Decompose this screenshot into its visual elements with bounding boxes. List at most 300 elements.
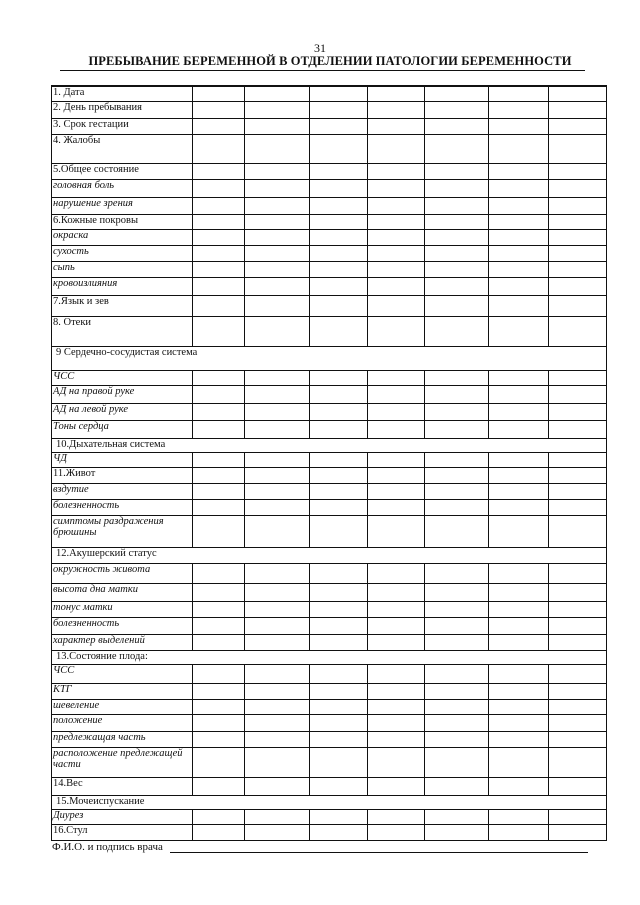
entry-cell[interactable]: [368, 483, 425, 499]
entry-cell[interactable]: [549, 809, 607, 824]
entry-cell[interactable]: [368, 515, 425, 547]
entry-cell[interactable]: [193, 777, 245, 795]
entry-cell[interactable]: [549, 731, 607, 747]
entry-cell[interactable]: [368, 683, 425, 699]
entry-cell[interactable]: [425, 101, 489, 118]
entry-cell[interactable]: [425, 714, 489, 731]
entry-cell[interactable]: [425, 277, 489, 295]
entry-cell[interactable]: [310, 683, 368, 699]
entry-cell[interactable]: [425, 699, 489, 714]
table-row: [52, 795, 607, 809]
entry-cell[interactable]: [425, 197, 489, 214]
entry-cell[interactable]: [549, 214, 607, 229]
entry-cell[interactable]: [425, 179, 489, 197]
entry-cell[interactable]: [245, 163, 310, 179]
entry-cell[interactable]: [310, 295, 368, 316]
entry-cell[interactable]: [368, 163, 425, 179]
entry-cell[interactable]: [193, 420, 245, 438]
entry-cell[interactable]: [193, 197, 245, 214]
entry-cell[interactable]: [310, 86, 368, 101]
entry-cell[interactable]: [245, 101, 310, 118]
entry-cell[interactable]: [245, 370, 310, 385]
entry-cell[interactable]: [368, 101, 425, 118]
entry-cell[interactable]: [425, 664, 489, 683]
entry-cell[interactable]: [368, 714, 425, 731]
entry-cell[interactable]: [245, 664, 310, 683]
entry-cell[interactable]: [245, 261, 310, 277]
entry-cell[interactable]: [368, 467, 425, 483]
row-label: положение: [52, 714, 193, 731]
entry-cell[interactable]: [489, 214, 549, 229]
entry-cell[interactable]: [489, 316, 549, 346]
entry-cell[interactable]: [245, 634, 310, 650]
entry-cell[interactable]: [245, 245, 310, 261]
entry-cell[interactable]: [549, 403, 607, 420]
table-row: [52, 714, 607, 731]
entry-cell[interactable]: [245, 824, 310, 840]
entry-cell[interactable]: [310, 583, 368, 601]
entry-cell[interactable]: [425, 295, 489, 316]
row-label: 5.Общее состояние: [52, 163, 193, 179]
entry-cell[interactable]: [368, 809, 425, 824]
entry-cell[interactable]: [489, 452, 549, 467]
entry-cell[interactable]: [368, 747, 425, 777]
entry-cell[interactable]: [425, 467, 489, 483]
entry-cell[interactable]: [549, 777, 607, 795]
entry-cell[interactable]: [310, 370, 368, 385]
entry-cell[interactable]: [425, 683, 489, 699]
entry-cell[interactable]: [489, 197, 549, 214]
entry-cell[interactable]: [193, 452, 245, 467]
entry-cell[interactable]: [549, 163, 607, 179]
entry-cell[interactable]: [245, 214, 310, 229]
entry-cell[interactable]: [489, 101, 549, 118]
entry-cell[interactable]: [549, 683, 607, 699]
entry-cell[interactable]: [368, 214, 425, 229]
entry-cell[interactable]: [310, 277, 368, 295]
entry-cell[interactable]: [549, 824, 607, 840]
table-row: [52, 277, 607, 295]
entry-cell[interactable]: [549, 747, 607, 777]
entry-cell[interactable]: [368, 583, 425, 601]
table-row: [52, 683, 607, 699]
entry-cell[interactable]: [245, 86, 310, 101]
entry-cell[interactable]: [310, 714, 368, 731]
entry-cell[interactable]: [489, 467, 549, 483]
entry-cell[interactable]: [425, 316, 489, 346]
row-label: высота дна матки: [52, 583, 193, 601]
entry-cell[interactable]: [193, 563, 245, 583]
entry-cell[interactable]: [245, 295, 310, 316]
entry-cell[interactable]: [193, 134, 245, 163]
signature-line[interactable]: [170, 852, 588, 853]
entry-cell[interactable]: [549, 634, 607, 650]
entry-cell[interactable]: [310, 731, 368, 747]
entry-cell[interactable]: [310, 403, 368, 420]
entry-cell[interactable]: [245, 385, 310, 403]
entry-cell[interactable]: [368, 229, 425, 245]
entry-cell[interactable]: [310, 261, 368, 277]
row-label: предлежащая часть: [52, 731, 193, 747]
entry-cell[interactable]: [549, 664, 607, 683]
entry-cell[interactable]: [489, 295, 549, 316]
entry-cell[interactable]: [425, 118, 489, 134]
entry-cell[interactable]: [245, 229, 310, 245]
entry-cell[interactable]: [549, 601, 607, 617]
entry-cell[interactable]: [193, 163, 245, 179]
entry-cell[interactable]: [368, 617, 425, 634]
entry-cell[interactable]: [245, 683, 310, 699]
entry-cell[interactable]: [489, 563, 549, 583]
entry-cell[interactable]: [193, 747, 245, 777]
row-label: сухость: [52, 245, 193, 261]
entry-cell[interactable]: [368, 777, 425, 795]
table-row: [52, 163, 607, 179]
row-label: болезненность: [52, 617, 193, 634]
entry-cell[interactable]: [549, 563, 607, 583]
entry-cell[interactable]: [489, 86, 549, 101]
row-label: КТГ: [52, 683, 193, 699]
entry-cell[interactable]: [245, 118, 310, 134]
entry-cell[interactable]: [549, 617, 607, 634]
entry-cell[interactable]: [310, 179, 368, 197]
entry-cell[interactable]: [549, 499, 607, 515]
entry-cell[interactable]: [489, 714, 549, 731]
entry-cell[interactable]: [310, 777, 368, 795]
entry-cell[interactable]: [549, 699, 607, 714]
row-label: шевеление: [52, 699, 193, 714]
row-label: 12.Акушерский статус: [52, 547, 607, 563]
entry-cell[interactable]: [368, 664, 425, 683]
entry-cell[interactable]: [193, 617, 245, 634]
entry-cell[interactable]: [425, 601, 489, 617]
entry-cell[interactable]: [489, 515, 549, 547]
entry-cell[interactable]: [193, 634, 245, 650]
entry-cell[interactable]: [193, 583, 245, 601]
entry-cell[interactable]: [368, 86, 425, 101]
entry-cell[interactable]: [193, 403, 245, 420]
entry-cell[interactable]: [245, 420, 310, 438]
entry-cell[interactable]: [549, 101, 607, 118]
entry-cell[interactable]: [310, 101, 368, 118]
entry-cell[interactable]: [245, 601, 310, 617]
entry-cell[interactable]: [549, 229, 607, 245]
entry-cell[interactable]: [549, 483, 607, 499]
entry-cell[interactable]: [489, 634, 549, 650]
entry-cell[interactable]: [425, 229, 489, 245]
entry-cell[interactable]: [310, 452, 368, 467]
entry-cell[interactable]: [193, 809, 245, 824]
entry-cell[interactable]: [245, 197, 310, 214]
entry-cell[interactable]: [193, 664, 245, 683]
entry-cell[interactable]: [368, 245, 425, 261]
entry-cell[interactable]: [310, 197, 368, 214]
entry-cell[interactable]: [193, 824, 245, 840]
entry-cell[interactable]: [245, 316, 310, 346]
entry-cell[interactable]: [368, 316, 425, 346]
entry-cell[interactable]: [549, 370, 607, 385]
table-row: [52, 316, 607, 346]
table-row: [52, 601, 607, 617]
row-label: нарушение зрения: [52, 197, 193, 214]
entry-cell[interactable]: [368, 370, 425, 385]
entry-cell[interactable]: [549, 277, 607, 295]
entry-cell[interactable]: [368, 261, 425, 277]
entry-cell[interactable]: [193, 245, 245, 261]
entry-cell[interactable]: [310, 420, 368, 438]
entry-cell[interactable]: [549, 179, 607, 197]
entry-cell[interactable]: [310, 483, 368, 499]
entry-cell[interactable]: [549, 245, 607, 261]
entry-cell[interactable]: [368, 824, 425, 840]
entry-cell[interactable]: [425, 245, 489, 261]
entry-cell[interactable]: [193, 370, 245, 385]
entry-cell[interactable]: [245, 452, 310, 467]
entry-cell[interactable]: [193, 385, 245, 403]
entry-cell[interactable]: [549, 316, 607, 346]
table-row: [52, 134, 607, 163]
table-row: [52, 420, 607, 438]
entry-cell[interactable]: [489, 824, 549, 840]
entry-cell[interactable]: [549, 295, 607, 316]
entry-cell[interactable]: [193, 179, 245, 197]
entry-cell[interactable]: [310, 316, 368, 346]
entry-cell[interactable]: [489, 179, 549, 197]
table-row: [52, 583, 607, 601]
table-row: [52, 483, 607, 499]
entry-cell[interactable]: [245, 277, 310, 295]
entry-cell[interactable]: [193, 214, 245, 229]
entry-cell[interactable]: [489, 731, 549, 747]
entry-cell[interactable]: [368, 277, 425, 295]
entry-cell[interactable]: [489, 699, 549, 714]
entry-cell[interactable]: [549, 261, 607, 277]
entry-cell[interactable]: [425, 385, 489, 403]
entry-cell[interactable]: [245, 583, 310, 601]
entry-cell[interactable]: [310, 118, 368, 134]
entry-cell[interactable]: [489, 601, 549, 617]
entry-cell[interactable]: [368, 295, 425, 316]
row-label: 10.Дыхательная система: [52, 438, 607, 452]
entry-cell[interactable]: [193, 277, 245, 295]
table-row: [52, 747, 607, 777]
table-row: [52, 370, 607, 385]
entry-cell[interactable]: [245, 134, 310, 163]
entry-cell[interactable]: [310, 163, 368, 179]
entry-cell[interactable]: [310, 229, 368, 245]
entry-cell[interactable]: [549, 420, 607, 438]
entry-cell[interactable]: [489, 583, 549, 601]
entry-cell[interactable]: [245, 515, 310, 547]
entry-cell[interactable]: [368, 420, 425, 438]
entry-cell[interactable]: [310, 515, 368, 547]
entry-cell[interactable]: [425, 747, 489, 777]
entry-cell[interactable]: [310, 245, 368, 261]
entry-cell[interactable]: [489, 747, 549, 777]
entry-cell[interactable]: [368, 179, 425, 197]
entry-cell[interactable]: [368, 731, 425, 747]
entry-cell[interactable]: [193, 714, 245, 731]
entry-cell[interactable]: [368, 403, 425, 420]
entry-cell[interactable]: [193, 515, 245, 547]
entry-cell[interactable]: [425, 86, 489, 101]
entry-cell[interactable]: [489, 261, 549, 277]
entry-cell[interactable]: [549, 86, 607, 101]
row-label: окраска: [52, 229, 193, 245]
table-row: [52, 118, 607, 134]
entry-cell[interactable]: [489, 664, 549, 683]
entry-cell[interactable]: [425, 634, 489, 650]
entry-cell[interactable]: [489, 483, 549, 499]
entry-cell[interactable]: [193, 699, 245, 714]
row-label: болезненность: [52, 499, 193, 515]
entry-cell[interactable]: [310, 617, 368, 634]
entry-cell[interactable]: [245, 467, 310, 483]
entry-cell[interactable]: [368, 134, 425, 163]
entry-cell[interactable]: [193, 601, 245, 617]
entry-cell[interactable]: [368, 197, 425, 214]
entry-cell[interactable]: [245, 617, 310, 634]
entry-cell[interactable]: [310, 563, 368, 583]
entry-cell[interactable]: [245, 699, 310, 714]
entry-cell[interactable]: [489, 277, 549, 295]
entry-cell[interactable]: [245, 483, 310, 499]
entry-cell[interactable]: [489, 163, 549, 179]
entry-cell[interactable]: [489, 403, 549, 420]
entry-cell[interactable]: [425, 515, 489, 547]
entry-cell[interactable]: [425, 134, 489, 163]
entry-cell[interactable]: [489, 617, 549, 634]
table-row: [52, 346, 607, 370]
row-label: 3. Срок гестации: [52, 118, 193, 134]
entry-cell[interactable]: [425, 403, 489, 420]
entry-cell[interactable]: [193, 483, 245, 499]
entry-cell[interactable]: [193, 499, 245, 515]
entry-cell[interactable]: [549, 714, 607, 731]
entry-cell[interactable]: [489, 245, 549, 261]
entry-cell[interactable]: [549, 134, 607, 163]
table-row: [52, 229, 607, 245]
entry-cell[interactable]: [425, 420, 489, 438]
entry-cell[interactable]: [193, 683, 245, 699]
table-row: [52, 547, 607, 563]
entry-cell[interactable]: [549, 583, 607, 601]
entry-cell[interactable]: [425, 809, 489, 824]
entry-cell[interactable]: [310, 809, 368, 824]
entry-cell[interactable]: [310, 634, 368, 650]
entry-cell[interactable]: [489, 420, 549, 438]
entry-cell[interactable]: [368, 499, 425, 515]
entry-cell[interactable]: [489, 777, 549, 795]
entry-cell[interactable]: [368, 385, 425, 403]
entry-cell[interactable]: [425, 499, 489, 515]
entry-cell[interactable]: [310, 824, 368, 840]
entry-cell[interactable]: [425, 731, 489, 747]
entry-cell[interactable]: [489, 370, 549, 385]
entry-cell[interactable]: [549, 467, 607, 483]
entry-cell[interactable]: [310, 214, 368, 229]
entry-cell[interactable]: [310, 385, 368, 403]
entry-cell[interactable]: [310, 664, 368, 683]
entry-cell[interactable]: [425, 617, 489, 634]
entry-cell[interactable]: [368, 634, 425, 650]
table-row: [52, 197, 607, 214]
entry-cell[interactable]: [489, 683, 549, 699]
entry-cell[interactable]: [310, 467, 368, 483]
entry-cell[interactable]: [193, 295, 245, 316]
entry-cell[interactable]: [193, 731, 245, 747]
entry-cell[interactable]: [425, 214, 489, 229]
entry-cell[interactable]: [310, 699, 368, 714]
entry-cell[interactable]: [549, 118, 607, 134]
entry-cell[interactable]: [425, 261, 489, 277]
table-row: [52, 777, 607, 795]
row-label: сыпь: [52, 261, 193, 277]
entry-cell[interactable]: [245, 179, 310, 197]
title-underline: [60, 70, 585, 71]
entry-cell[interactable]: [549, 197, 607, 214]
entry-cell[interactable]: [245, 809, 310, 824]
entry-cell[interactable]: [425, 563, 489, 583]
entry-cell[interactable]: [193, 86, 245, 101]
entry-cell[interactable]: [245, 499, 310, 515]
entry-cell[interactable]: [368, 452, 425, 467]
entry-cell[interactable]: [193, 467, 245, 483]
entry-cell[interactable]: [425, 583, 489, 601]
table-row: [52, 515, 607, 547]
entry-cell[interactable]: [368, 699, 425, 714]
entry-cell[interactable]: [425, 370, 489, 385]
entry-cell[interactable]: [489, 229, 549, 245]
entry-cell[interactable]: [368, 563, 425, 583]
entry-cell[interactable]: [425, 824, 489, 840]
entry-cell[interactable]: [549, 385, 607, 403]
entry-cell[interactable]: [193, 229, 245, 245]
table-row: [52, 731, 607, 747]
entry-cell[interactable]: [368, 601, 425, 617]
entry-cell[interactable]: [549, 452, 607, 467]
entry-cell[interactable]: [245, 731, 310, 747]
entry-cell[interactable]: [489, 118, 549, 134]
entry-cell[interactable]: [193, 101, 245, 118]
entry-cell[interactable]: [549, 515, 607, 547]
entry-cell[interactable]: [489, 385, 549, 403]
entry-cell[interactable]: [368, 118, 425, 134]
entry-cell[interactable]: [193, 261, 245, 277]
entry-cell[interactable]: [245, 777, 310, 795]
entry-cell[interactable]: [245, 714, 310, 731]
entry-cell[interactable]: [489, 499, 549, 515]
row-label: 1. Дата: [52, 86, 193, 101]
entry-cell[interactable]: [310, 747, 368, 777]
entry-cell[interactable]: [245, 563, 310, 583]
entry-cell[interactable]: [245, 747, 310, 777]
entry-cell[interactable]: [310, 601, 368, 617]
entry-cell[interactable]: [193, 118, 245, 134]
entry-cell[interactable]: [425, 777, 489, 795]
entry-cell[interactable]: [425, 163, 489, 179]
table-row: [52, 86, 607, 101]
entry-cell[interactable]: [245, 403, 310, 420]
entry-cell[interactable]: [193, 316, 245, 346]
entry-cell[interactable]: [310, 134, 368, 163]
row-label: 11.Живот: [52, 467, 193, 483]
entry-cell[interactable]: [310, 499, 368, 515]
entry-cell[interactable]: [489, 134, 549, 163]
entry-cell[interactable]: [489, 809, 549, 824]
entry-cell[interactable]: [425, 452, 489, 467]
entry-cell[interactable]: [425, 483, 489, 499]
